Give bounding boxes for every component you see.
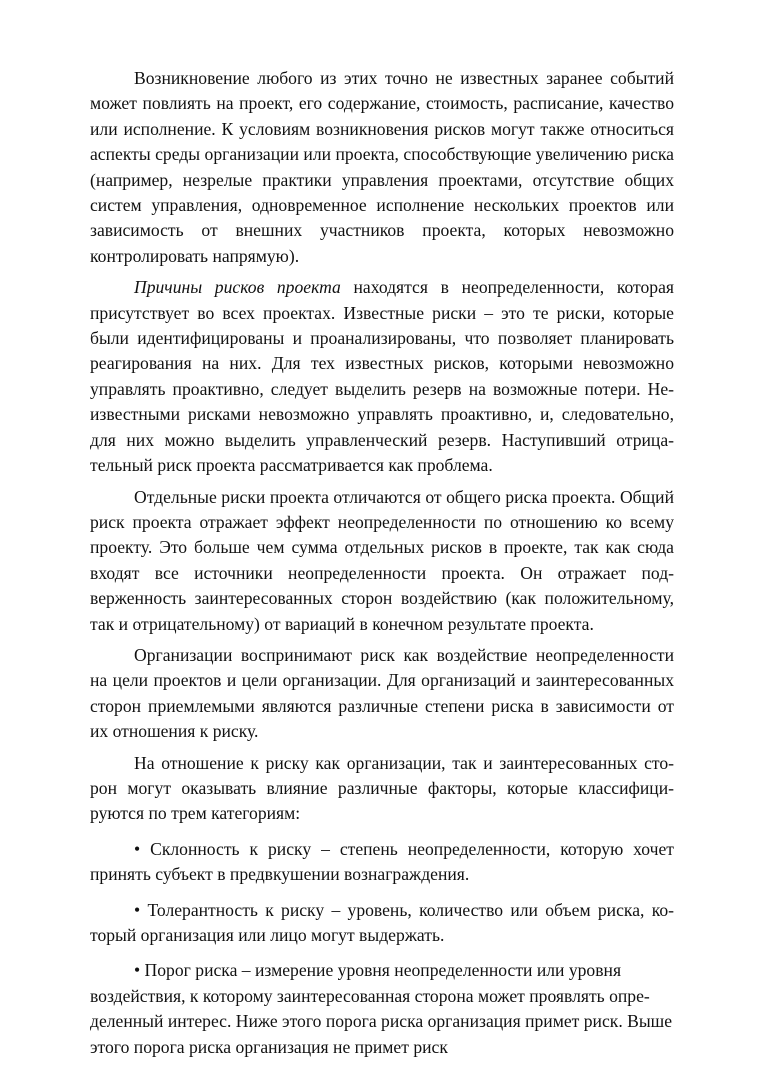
paragraph-risk-attitude: На отношение к риску как организации, так и заинтересованных сторон могут оказывать влияние различные факторы, которые классифицируются по трем категориям:	[90, 752, 674, 824]
list-item-risk-tolerance: • Толерантность к риску – уровень, количество или объем риска, который организация или лицо могут выдержать.	[90, 899, 674, 945]
document-page	[90, 66, 674, 1060]
paragraph-risk-causes-body: находятся в неопределенности, которая присутствует во всех проектах. Известные риски – это те риски, которые были идентифицированы и проанализированы, что позволяет планировать реагирования на них. Для тех известных рисков, которыми невозможно управлять проактивно, следует выделить резерв на возможные потери. Неизвестными рисками невозможно управлять проактивно, и, следовательно, для них можно выделить управленческий резерв. Наступивший отрицательный риск проекта рассматривается как проблема.	[90, 277, 674, 476]
list-item-risk-threshold: • Порог риска – измерение уровня неопределенности или уровня воздействия, к которому заинтересованная сторона может проявлять определенный интерес. Ниже этого порога риска организация примет риск. Выше этого порога риска организация не примет риск	[90, 960, 673, 1057]
list-item-risk-appetite: • Склонность к риску – степень неопределенности, которую хочет принять субъект в предвкушении вознаграждения.	[90, 838, 674, 885]
paragraph-overall-risk: Отдельные риски проекта отличаются от общего риска проекта. Общий риск проекта отражает эффект неопределенности по отношению ко всему проекту. Это больше чем сумма отдельных рисков в проекте, так как сюда входят все источники неопределенности проекта. Он отражает подверженность заинтересованных сторон воздействию (как положительному, так и отрицательному) от вариаций в конечном результате проекта.	[90, 486, 674, 634]
paragraph-organization-perception: Организации воспринимают риск как воздействие неопределенности на цели проектов и цели организации. Для организаций и заинтересованных сторон приемлемыми являются различные степени риска в зависимости от их отношения к риску.	[90, 644, 674, 742]
paragraph-risk-events: Возникновение любого из этих точно не известных заранее событий может повлиять на проект, его содержание, стоимость, расписание, качество или исполнение. К условиям возникновения рисков могут также относиться аспекты среды организации или проекта, способствующие увеличению риска (например, незрелые практики управления проектами, отсутствие общих систем управления, одновременное исполнение нескольких проектов или зависимость от внешних участников проекта, которых невозможно контролировать напрямую).	[90, 68, 674, 266]
paragraph-risk-causes-lead: Причины рисков проекта	[134, 277, 341, 298]
paragraph-risk-causes	[90, 275, 674, 478]
